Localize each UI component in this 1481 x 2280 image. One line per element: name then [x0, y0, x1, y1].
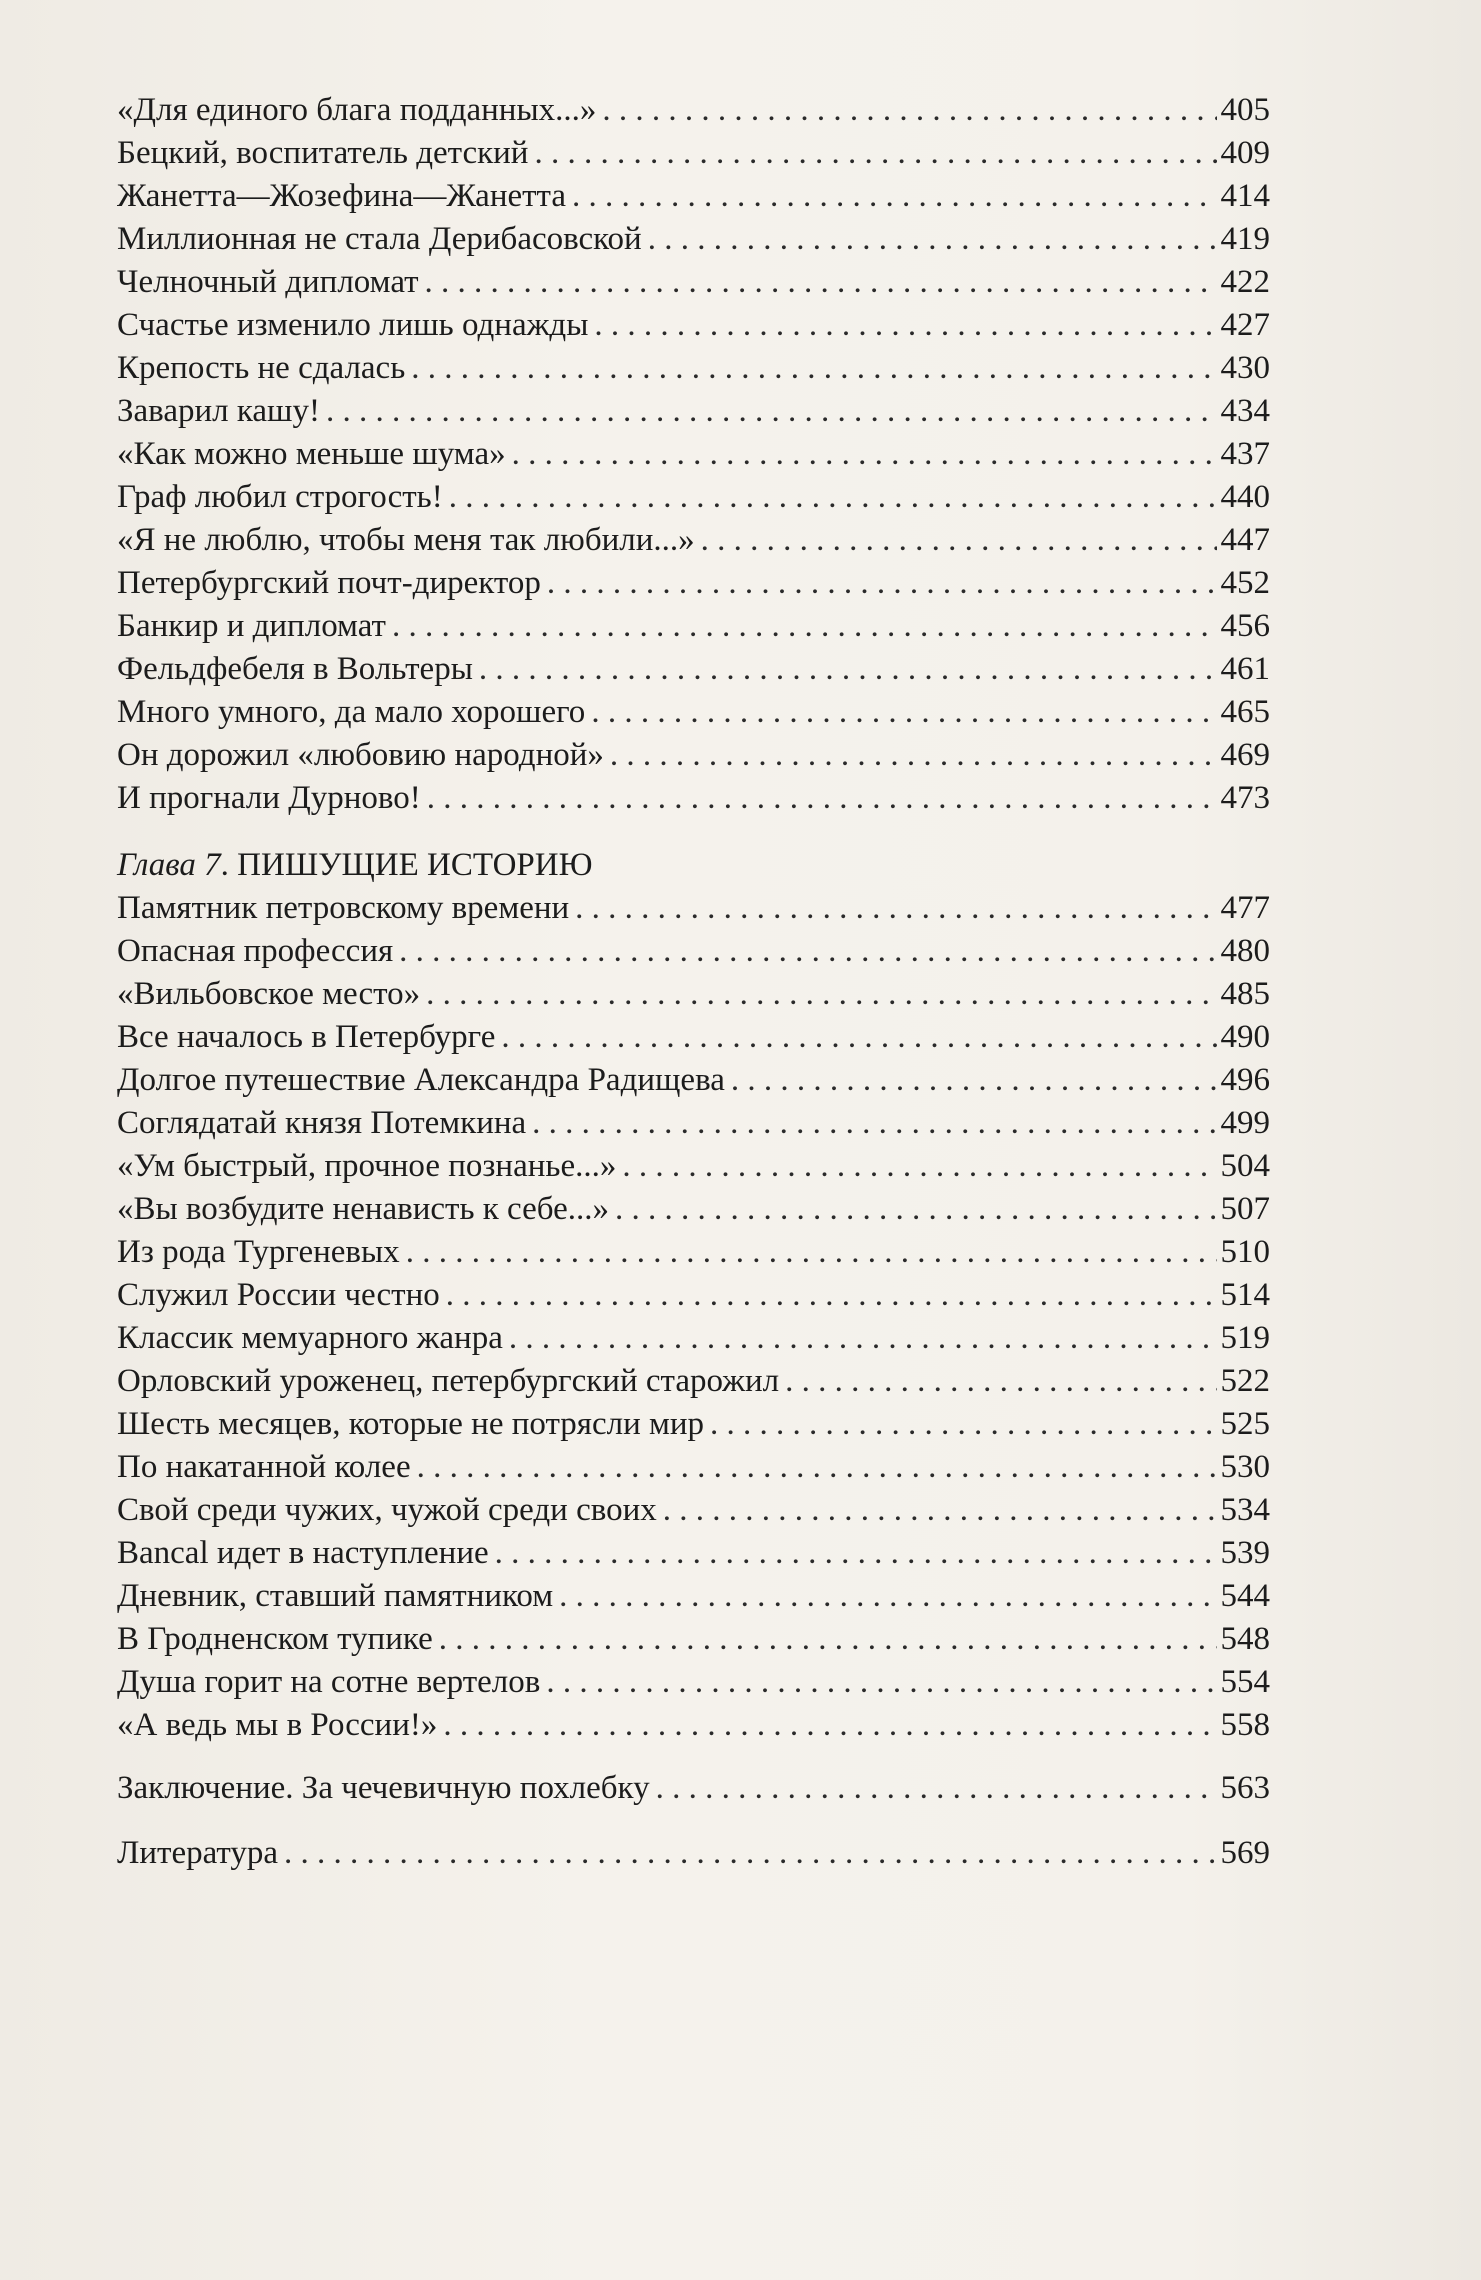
- entry-title: «Для единого блага подданных...»: [117, 92, 597, 128]
- dot-leader: [326, 390, 1217, 433]
- dot-leader: [622, 1145, 1216, 1188]
- dot-leader: [547, 562, 1217, 605]
- dot-leader: [546, 1661, 1216, 1704]
- entry-page: 569: [1220, 1835, 1270, 1871]
- entry-title: Банкир и дипломат: [117, 608, 386, 644]
- entry-title: «Вильбовское место»: [117, 976, 421, 1012]
- toc-entry: [117, 1661, 1270, 1704]
- toc-entry: [117, 930, 1270, 973]
- dot-leader: [495, 1532, 1217, 1575]
- toc-entry: [117, 1489, 1270, 1532]
- dot-leader: [501, 1016, 1216, 1059]
- entry-page: 534: [1220, 1492, 1270, 1528]
- chapter-heading: [117, 844, 1270, 887]
- dot-leader: [610, 734, 1217, 777]
- dot-leader: [446, 1274, 1217, 1317]
- entry-page: 414: [1220, 178, 1270, 214]
- entry-page: 490: [1220, 1019, 1270, 1055]
- entry-page: 427: [1220, 307, 1270, 343]
- dot-leader: [602, 89, 1216, 132]
- entry-title: Жанетта—Жозефина—Жанетта: [117, 178, 567, 214]
- entry-page: 525: [1220, 1406, 1270, 1442]
- toc-entry: [117, 1575, 1270, 1618]
- dot-leader: [509, 1317, 1217, 1360]
- toc-entry: [117, 175, 1270, 218]
- dot-leader: [512, 433, 1217, 476]
- entry-page: 447: [1220, 522, 1270, 558]
- toc-entry: [117, 887, 1270, 930]
- toc-entry: [117, 89, 1270, 132]
- entry-title: Заварил кашу!: [117, 393, 320, 429]
- table-of-contents: [117, 89, 1270, 1875]
- entry-title: Памятник петровскому времени: [117, 890, 570, 926]
- dot-leader: [427, 777, 1217, 820]
- dot-leader: [656, 1767, 1217, 1810]
- entry-page: 519: [1220, 1320, 1270, 1356]
- entry-title: По накатанной колее: [117, 1449, 411, 1485]
- toc-entry: [117, 1059, 1270, 1102]
- entry-page: 434: [1220, 393, 1270, 429]
- entry-page: 548: [1220, 1621, 1270, 1657]
- dot-leader: [392, 605, 1217, 648]
- entry-title: «Я не люблю, чтобы меня так любили...»: [117, 522, 695, 558]
- chapter-label: Глава 7: [117, 847, 221, 883]
- toc-entry: [117, 1360, 1270, 1403]
- toc-entry: [117, 390, 1270, 433]
- entry-page: 465: [1220, 694, 1270, 730]
- entry-title: Он дорожил «любовию народной»: [117, 737, 604, 773]
- toc-section-b: [117, 887, 1270, 1747]
- dot-leader: [399, 930, 1216, 973]
- toc-entry: [117, 132, 1270, 175]
- dot-leader: [406, 1231, 1217, 1274]
- entry-title: Из рода Тургеневых: [117, 1234, 400, 1270]
- toc-entry: [117, 347, 1270, 390]
- dot-leader: [479, 648, 1217, 691]
- entry-title: Дневник, ставший памятником: [117, 1578, 554, 1614]
- entry-title: Много умного, да мало хорошего: [117, 694, 586, 730]
- toc-entry-conclusion: [117, 1767, 1270, 1810]
- entry-page: 530: [1220, 1449, 1270, 1485]
- entry-title: Свой среди чужих, чужой среди своих: [117, 1492, 657, 1528]
- dot-leader: [701, 519, 1217, 562]
- dot-leader: [710, 1403, 1216, 1446]
- entry-title: «Как можно меньше шума»: [117, 436, 506, 472]
- entry-page: 452: [1220, 565, 1270, 601]
- entry-title: Соглядатай князя Потемкина: [117, 1105, 527, 1141]
- entry-title: И прогнали Дурново!: [117, 780, 421, 816]
- toc-entry: [117, 648, 1270, 691]
- toc-entry: [117, 1403, 1270, 1446]
- entry-page: 522: [1220, 1363, 1270, 1399]
- dot-leader: [532, 1102, 1216, 1145]
- toc-entry: [117, 1102, 1270, 1145]
- entry-page: 477: [1220, 890, 1270, 926]
- entry-page: 480: [1220, 933, 1270, 969]
- dot-leader: [411, 347, 1216, 390]
- entry-page: 409: [1220, 135, 1270, 171]
- entry-title: Литература: [117, 1835, 279, 1871]
- toc-entry: [117, 1704, 1270, 1747]
- entry-title: Граф любил строгость!: [117, 479, 443, 515]
- dot-leader: [594, 304, 1216, 347]
- entry-page: 507: [1220, 1191, 1270, 1227]
- entry-title: Душа горит на сотне вертелов: [117, 1664, 541, 1700]
- entry-page: 437: [1220, 436, 1270, 472]
- entry-title: Классик мемуарного жанра: [117, 1320, 503, 1356]
- toc-entry: [117, 433, 1270, 476]
- entry-title: Все началось в Петербурге: [117, 1019, 496, 1055]
- toc-entry-literature: [117, 1832, 1270, 1875]
- toc-entry: [117, 261, 1270, 304]
- entry-page: 544: [1220, 1578, 1270, 1614]
- entry-title: Бецкий, воспитатель детский: [117, 135, 529, 171]
- toc-entry: [117, 519, 1270, 562]
- toc-entry: [117, 973, 1270, 1016]
- dot-leader: [443, 1704, 1216, 1747]
- toc-section-a: [117, 89, 1270, 820]
- toc-entry: [117, 1618, 1270, 1661]
- dot-leader: [575, 887, 1216, 930]
- toc-entry: [117, 304, 1270, 347]
- entry-page: 473: [1220, 780, 1270, 816]
- toc-entry: [117, 1016, 1270, 1059]
- toc-entry: [117, 777, 1270, 820]
- toc-entry: [117, 691, 1270, 734]
- entry-page: 558: [1220, 1707, 1270, 1743]
- dot-leader: [417, 1446, 1217, 1489]
- entry-page: 485: [1220, 976, 1270, 1012]
- entry-page: 510: [1220, 1234, 1270, 1270]
- entry-title: Миллионная не стала Дерибасовской: [117, 221, 642, 257]
- toc-entry: [117, 1446, 1270, 1489]
- dot-leader: [284, 1832, 1216, 1875]
- entry-title: Bancal идет в наступление: [117, 1535, 489, 1571]
- toc-entry: [117, 1145, 1270, 1188]
- entry-page: 563: [1220, 1770, 1270, 1806]
- dot-leader: [449, 476, 1217, 519]
- dot-leader: [426, 973, 1216, 1016]
- toc-entry: [117, 476, 1270, 519]
- entry-page: 419: [1220, 221, 1270, 257]
- toc-entry: [117, 562, 1270, 605]
- toc-entry: [117, 1532, 1270, 1575]
- chapter-title: . ПИШУЩИЕ ИСТОРИЮ: [220, 847, 593, 883]
- dot-leader: [534, 132, 1216, 175]
- entry-title: В Гродненском тупике: [117, 1621, 433, 1657]
- entry-title: Челночный дипломат: [117, 264, 419, 300]
- toc-entry: [117, 1231, 1270, 1274]
- entry-page: 461: [1220, 651, 1270, 687]
- dot-leader: [648, 218, 1217, 261]
- entry-page: 422: [1220, 264, 1270, 300]
- entry-page: 440: [1220, 479, 1270, 515]
- entry-page: 469: [1220, 737, 1270, 773]
- entry-title: Шесть месяцев, которые не потрясли мир: [117, 1406, 705, 1442]
- entry-title: Долгое путешествие Александра Радищева: [117, 1062, 725, 1098]
- dot-leader: [785, 1360, 1216, 1403]
- entry-title: Фельдфебеля в Вольтеры: [117, 651, 473, 687]
- toc-entry: [117, 605, 1270, 648]
- dot-leader: [731, 1059, 1217, 1102]
- entry-page: 430: [1220, 350, 1270, 386]
- entry-title: «Ум быстрый, прочное познанье...»: [117, 1148, 617, 1184]
- toc-entry: [117, 734, 1270, 777]
- dot-leader: [439, 1618, 1217, 1661]
- entry-title: Счастье изменило лишь однажды: [117, 307, 589, 343]
- dot-leader: [559, 1575, 1216, 1618]
- dot-leader: [663, 1489, 1217, 1532]
- toc-entry: [117, 1274, 1270, 1317]
- entry-page: 539: [1220, 1535, 1270, 1571]
- entry-title: Опасная профессия: [117, 933, 394, 969]
- dot-leader: [425, 261, 1217, 304]
- toc-entry: [117, 1188, 1270, 1231]
- toc-entry: [117, 218, 1270, 261]
- entry-page: 405: [1220, 92, 1270, 128]
- dot-leader: [591, 691, 1216, 734]
- entry-page: 499: [1220, 1105, 1270, 1141]
- entry-title: Петербургский почт-директор: [117, 565, 541, 601]
- dot-leader: [615, 1188, 1216, 1231]
- entry-title: «Вы возбудите ненависть к себе...»: [117, 1191, 610, 1227]
- entry-title: Крепость не сдалась: [117, 350, 406, 386]
- entry-page: 554: [1220, 1664, 1270, 1700]
- entry-page: 496: [1220, 1062, 1270, 1098]
- entry-page: 514: [1220, 1277, 1270, 1313]
- entry-page: 456: [1220, 608, 1270, 644]
- entry-page: 504: [1220, 1148, 1270, 1184]
- entry-title: Орловский уроженец, петербургский старожил: [117, 1363, 780, 1399]
- entry-title: «А ведь мы в России!»: [117, 1707, 438, 1743]
- dot-leader: [572, 175, 1216, 218]
- entry-title: Служил России честно: [117, 1277, 440, 1313]
- toc-entry: [117, 1317, 1270, 1360]
- entry-title: Заключение. За чечевичную похлебку: [117, 1770, 650, 1806]
